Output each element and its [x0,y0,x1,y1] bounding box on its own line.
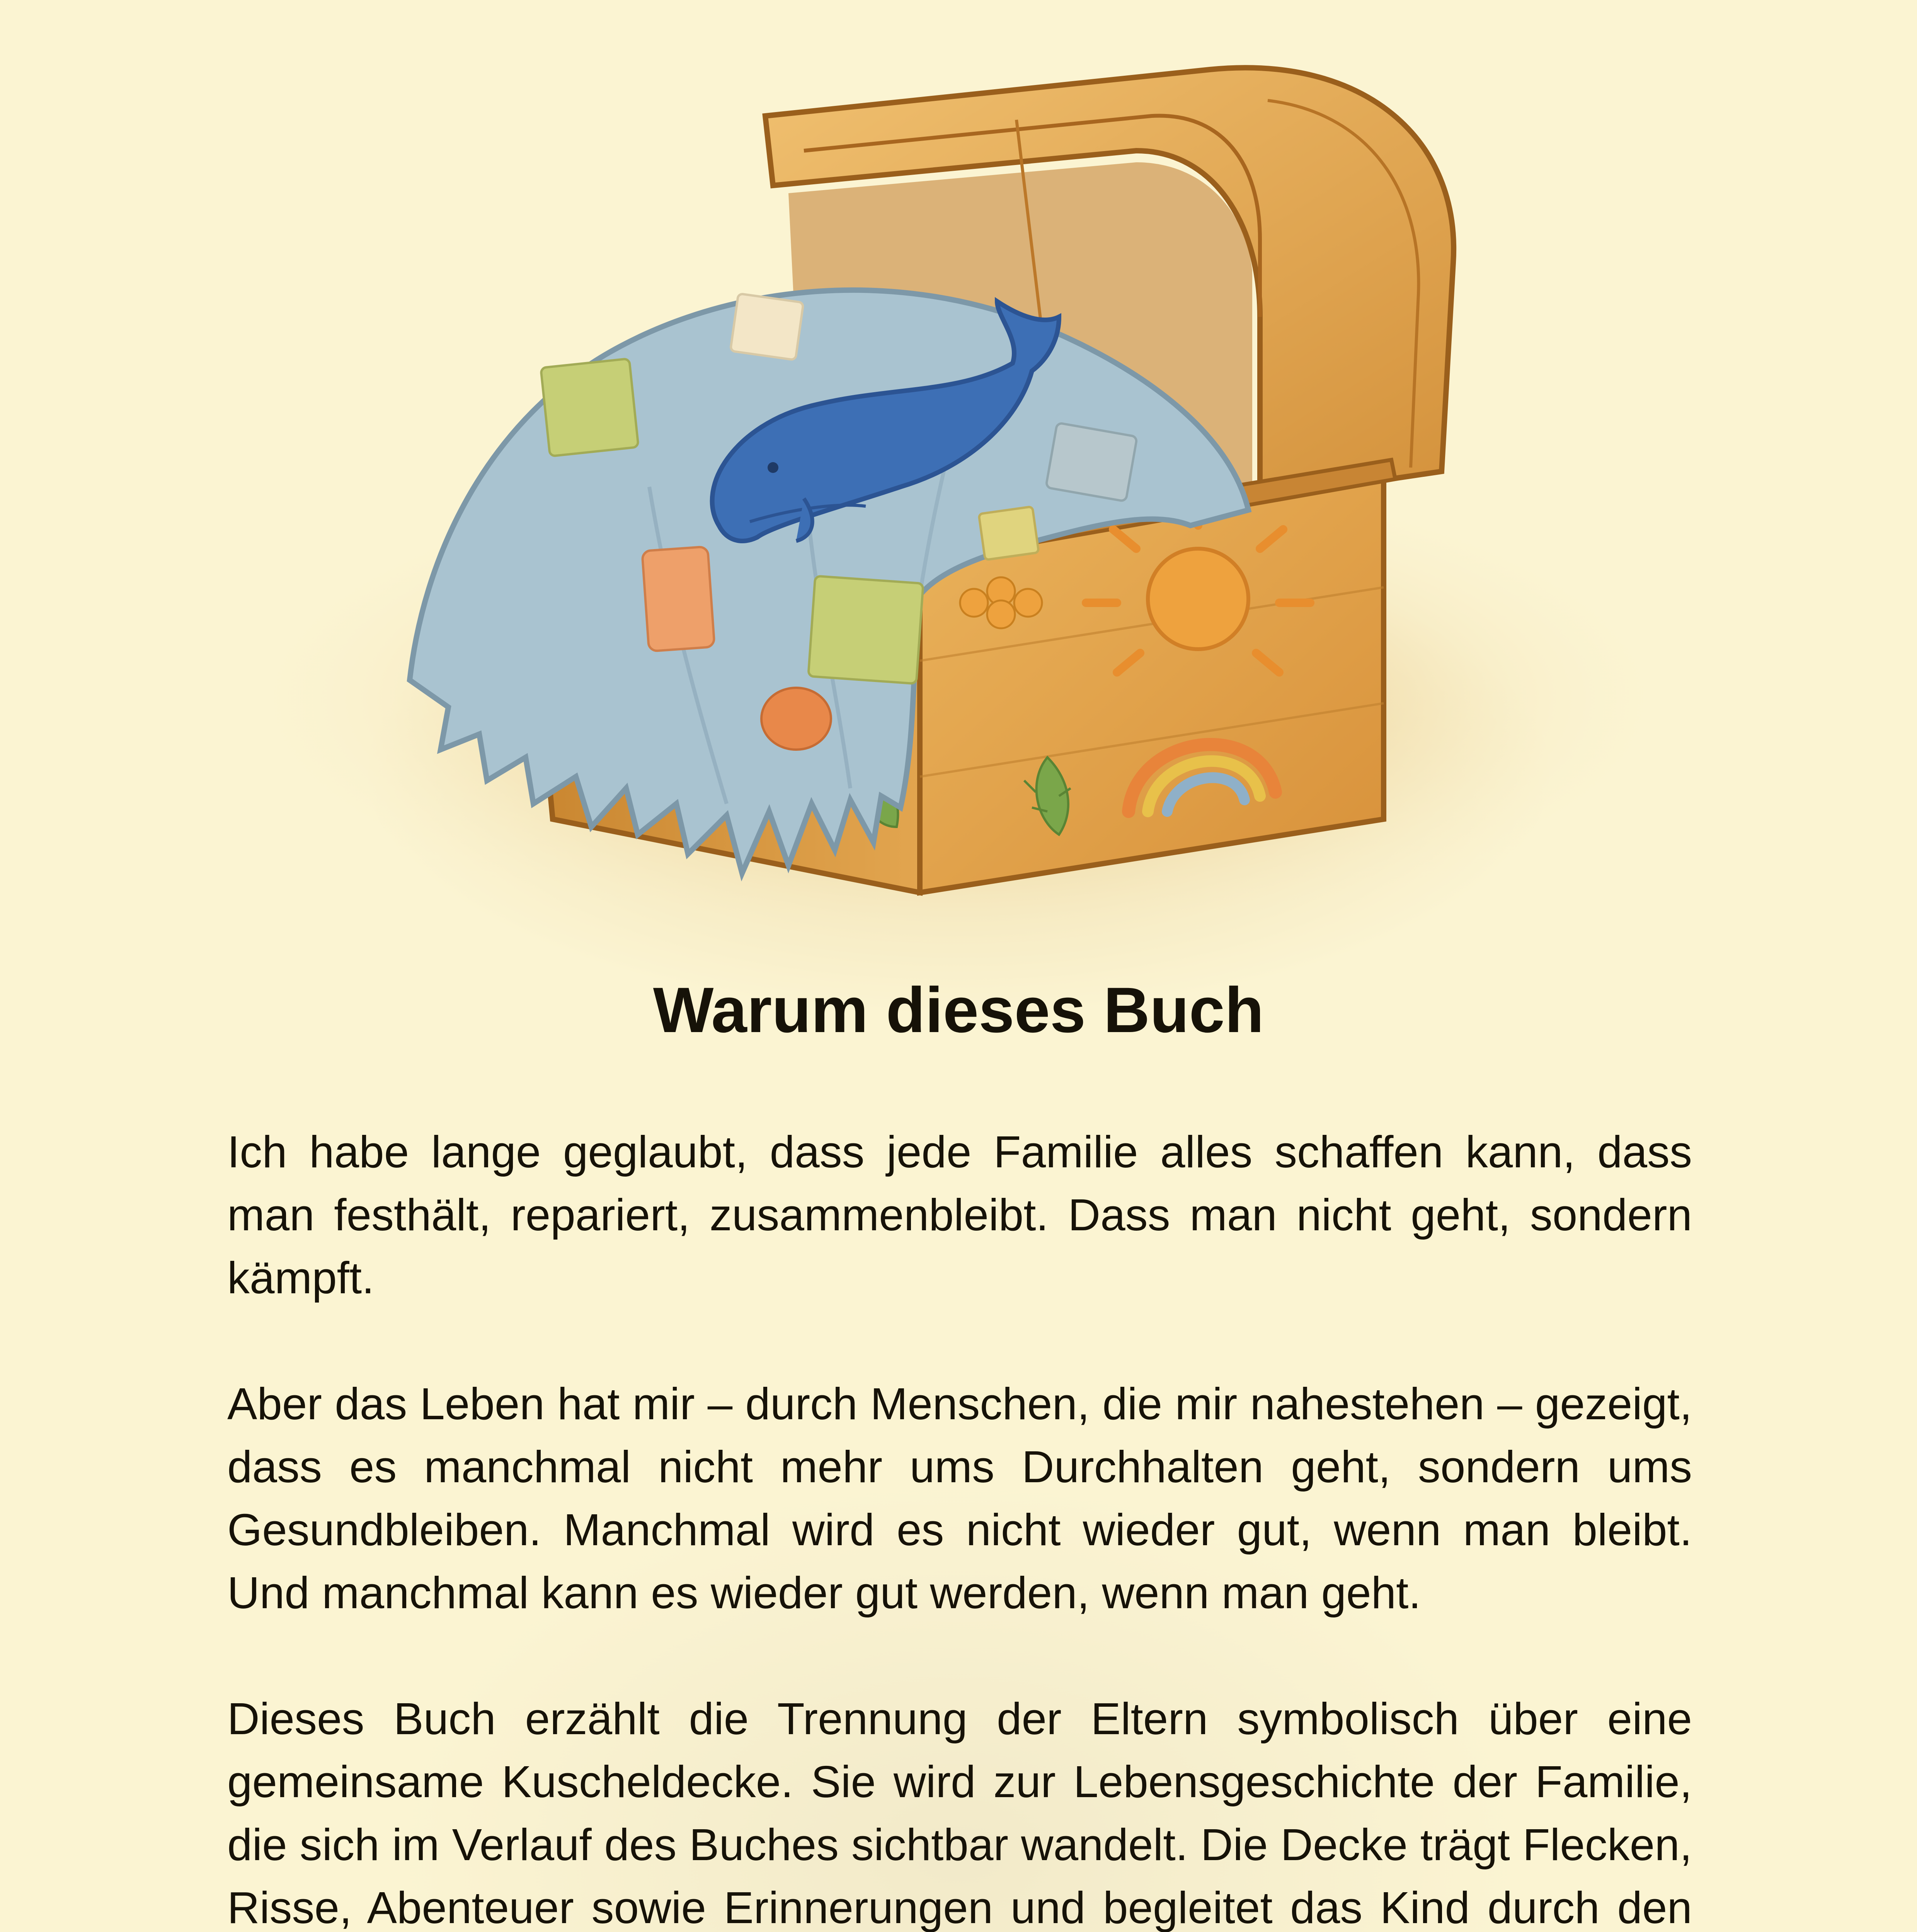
paragraph: Ich habe lange geglaubt, dass jede Familie alles schaffen kann, dass man festhält, repariert, zusammenbleibt. Dass man nicht geht, sondern kämpft. [227,1127,1692,1303]
blanket-patch [1046,423,1137,502]
blanket-patch [730,294,804,360]
blanket-patch [808,576,923,684]
body-text [227,1121,1692,1932]
treasure-chest-illustration [147,23,1770,970]
blanket-patch [541,359,638,456]
blanket-patch [979,507,1039,560]
blanket-patch [642,546,715,651]
paragraph: Aber das Leben hat mir – durch Menschen, die mir nahestehen – gezeigt, dass es manchmal nicht mehr ums Durchhalten geht, sondern ums Gesundbleiben. Manchmal wird es nicht wieder gut, wenn man bleibt. Und manchmal kann es wieder gut werden, wenn man geht. [227,1379,1692,1618]
blanket-patch [761,688,831,750]
paragraph: Dieses Buch erzählt die Trennung der Eltern symbolisch über eine gemeinsame Kuscheldecke. Sie wird zur Lebensgeschichte der Familie, die sich im Verlauf des Buches sichtbar wandelt. Die Decke trägt Flecken, Risse, Abenteuer sowie Erinnerungen und begleitet das Kind durch den [227,1694,1692,1932]
page-title: Warum dieses Buch [653,975,1264,1046]
